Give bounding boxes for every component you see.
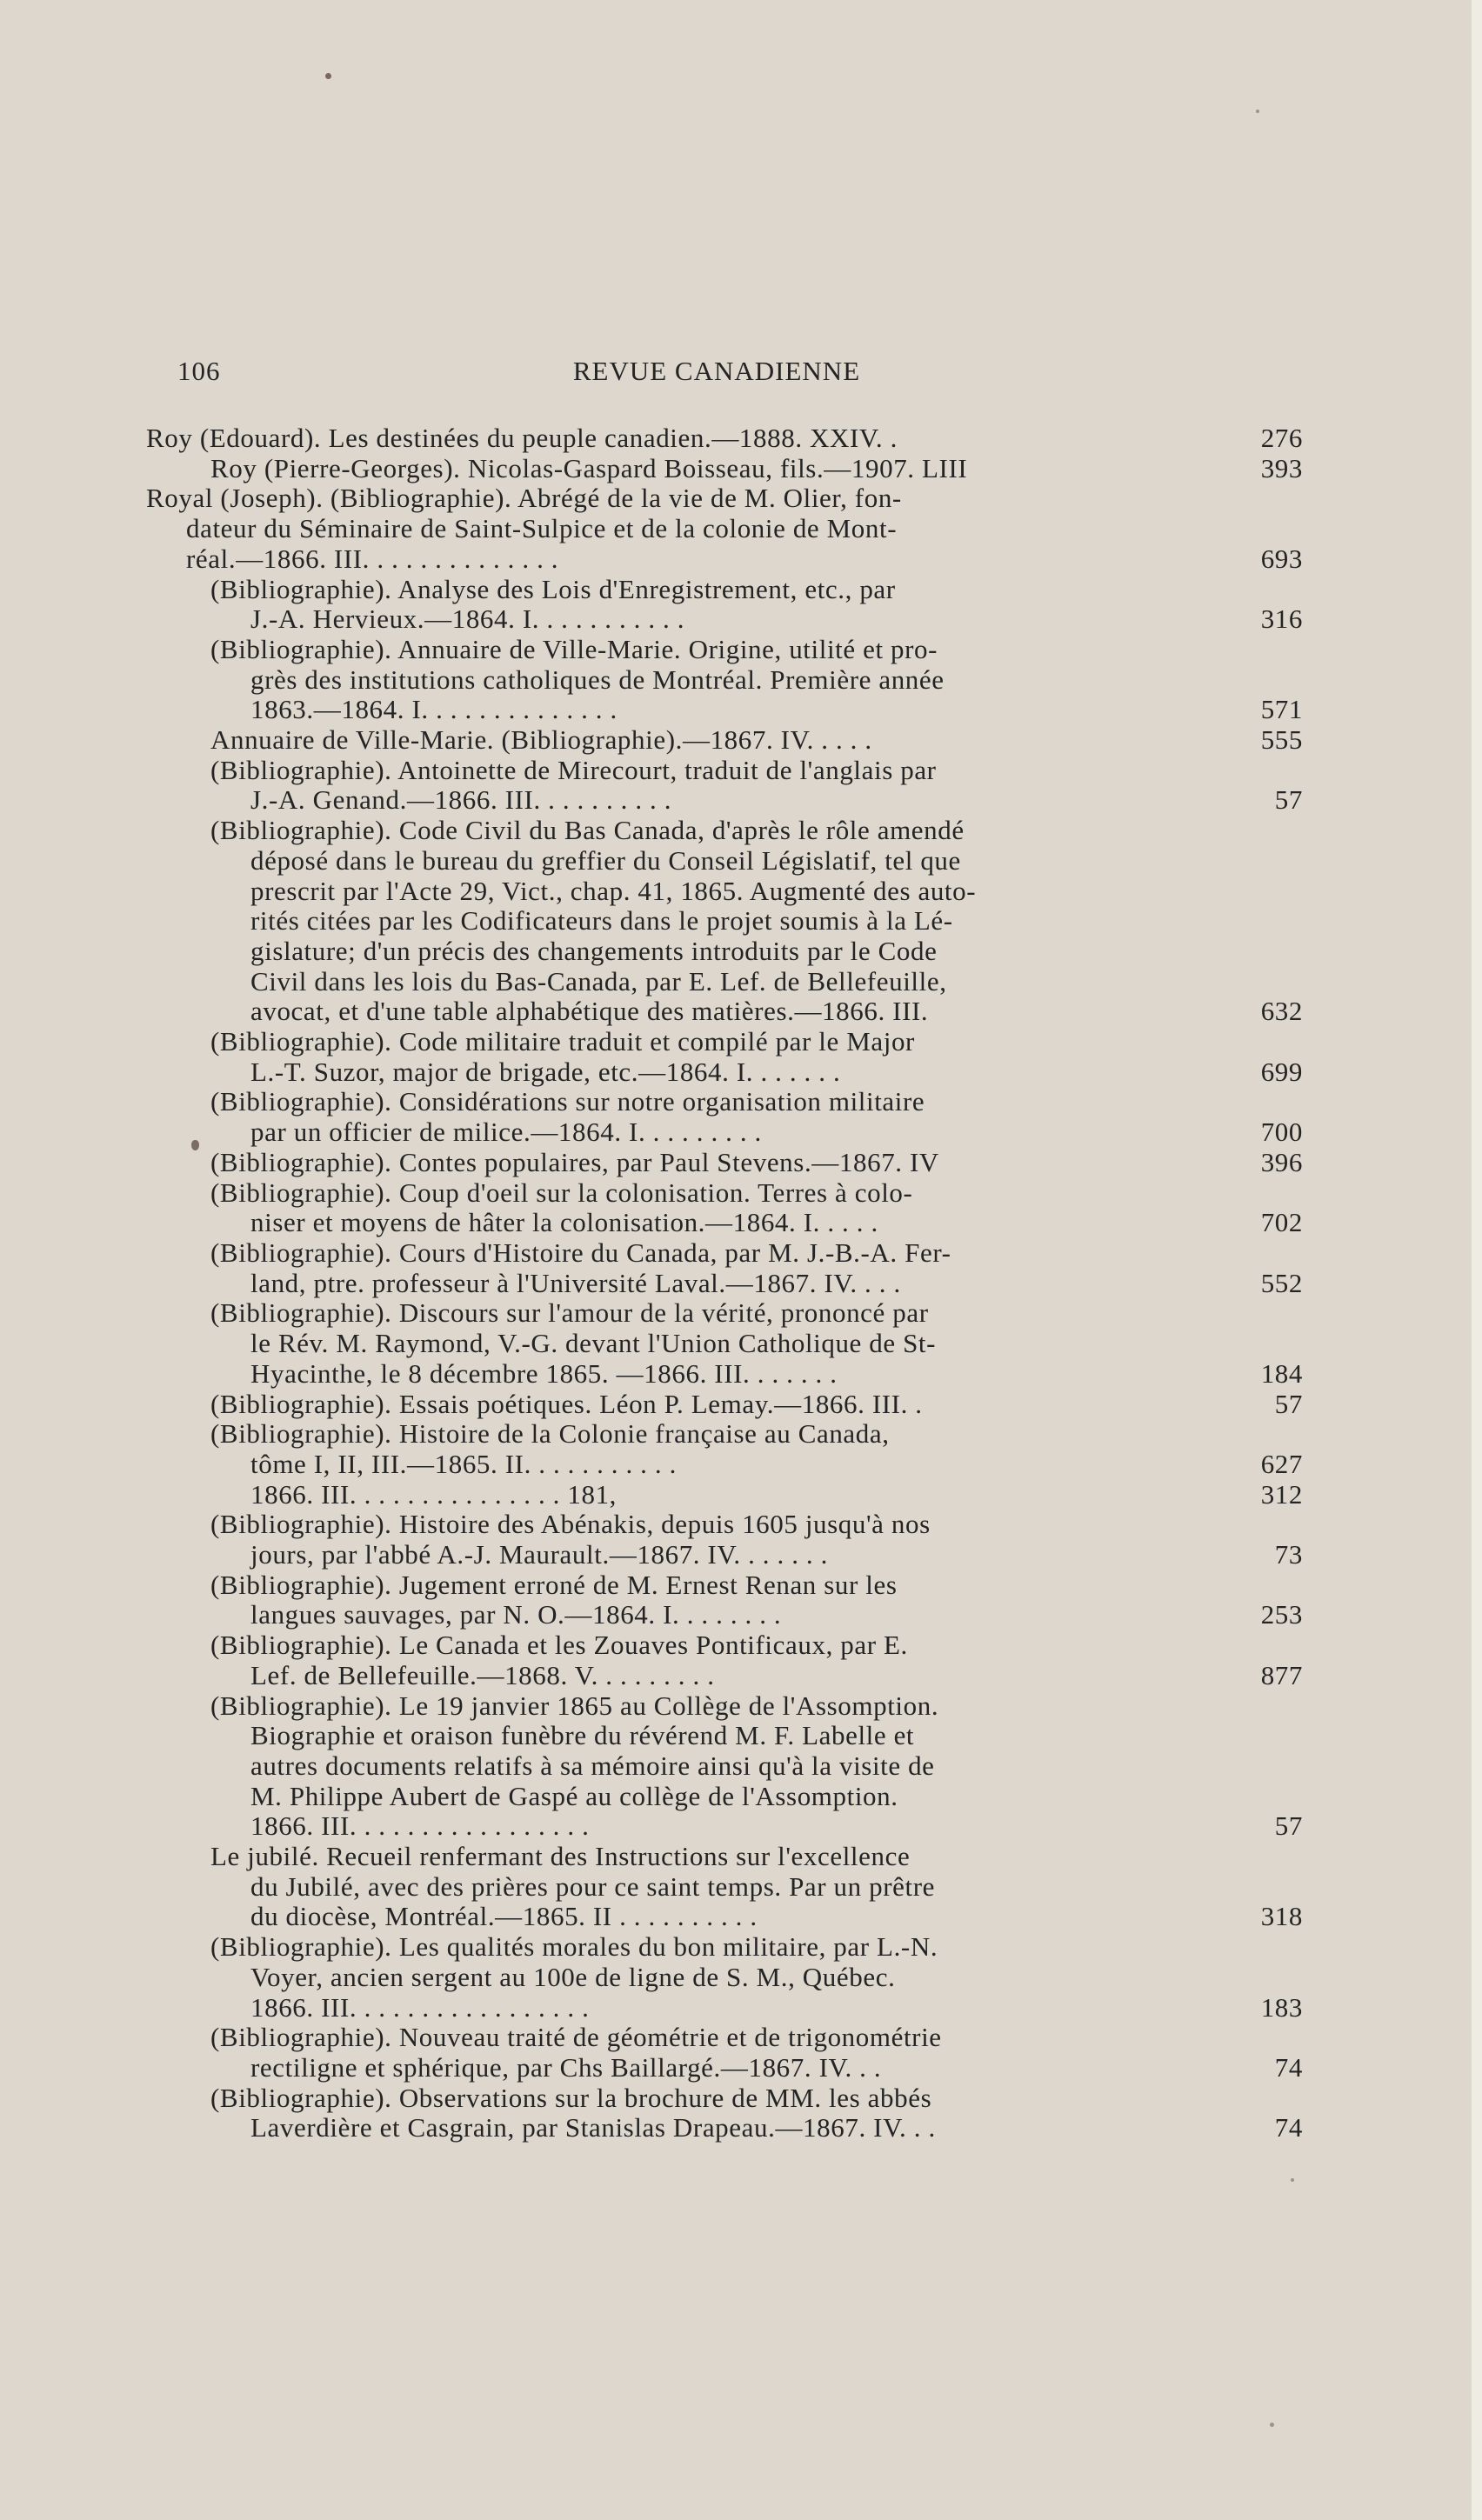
entry-page-number: 57 <box>1274 1388 1303 1419</box>
entry-text <box>146 635 1185 725</box>
entry-line: Annuaire de Ville-Marie. (Bibliographie).—1867. IV. . . . . <box>210 724 872 756</box>
entry-text <box>146 1630 1185 1690</box>
entry-text <box>146 1842 1185 1932</box>
entry-line: tôme I, II, III.—1865. II. . . . . . . . . . . <box>250 1448 677 1479</box>
entry-page-number: 74 <box>1274 2051 1303 2083</box>
index-entry <box>146 1298 1303 1389</box>
index-entry <box>146 454 1303 484</box>
entry-line: avocat, et d'une table alphabétique des matières.—1866. III. <box>250 996 929 1027</box>
entry-line: (Bibliographie). Histoire de la Colonie française au Canada, <box>210 1418 890 1450</box>
entry-page-number: 393 <box>1260 452 1303 483</box>
entry-page-number: 632 <box>1260 996 1303 1027</box>
entry-page-number: 312 <box>1260 1478 1303 1510</box>
index-entry <box>146 1480 1303 1510</box>
entry-line: Lef. de Bellefeuille.—1868. V. . . . . . . . . <box>250 1659 715 1690</box>
entry-line: niser et moyens de hâter la colonisation.—1864. I. . . . . <box>250 1207 878 1238</box>
entry-text <box>146 454 1185 484</box>
entry-line: (Bibliographie). Coup d'oeil sur la colonisation. Terres à colo- <box>210 1177 913 1208</box>
entry-line: langues sauvages, par N. O.—1864. I. . . . . . . . <box>250 1599 782 1630</box>
entry-line: Laverdière et Casgrain, par Stanislas Drapeau.—1867. IV. . . <box>250 2112 936 2143</box>
index-entry <box>146 1178 1303 1238</box>
entry-line: (Bibliographie). Jugement erroné de M. Ernest Renan sur les <box>210 1569 898 1600</box>
entry-page-number: 253 <box>1260 1599 1303 1630</box>
entry-page-number: 276 <box>1260 423 1303 453</box>
entry-page-number: 693 <box>1260 543 1303 574</box>
entry-text <box>146 725 1185 756</box>
entry-line: grès des institutions catholiques de Montréal. Première année <box>250 663 945 695</box>
index-entry <box>146 1630 1303 1690</box>
entry-line: Roy (Pierre-Georges). Nicolas-Gaspard Boisseau, fils.—1907. LIII <box>210 452 968 483</box>
entry-page-number: 316 <box>1260 603 1303 635</box>
entry-page-number: 699 <box>1260 1056 1303 1087</box>
entry-line: par un officier de milice.—1864. I. . . . . . . . . <box>250 1117 762 1148</box>
entry-line: Roy (Edouard). Les destinées du peuple canadien.—1888. XXIV. . <box>146 423 898 453</box>
entry-line: (Bibliographie). Les qualités morales du bon militaire, par L.-N. <box>210 1931 938 1963</box>
entry-line: du diocèse, Montréal.—1865. II . . . . . . . . . . <box>250 1901 758 1932</box>
index-entry <box>146 483 1303 574</box>
entry-page-number: 700 <box>1260 1117 1303 1148</box>
index-entry <box>146 1932 1303 2023</box>
entry-page-number: 73 <box>1274 1539 1303 1570</box>
page-number: 106 <box>177 356 221 386</box>
entry-text <box>146 1027 1185 1087</box>
entry-line: gislature; d'un précis des changements introduits par le Code <box>250 935 938 966</box>
entry-text <box>146 1390 1185 1420</box>
entry-line: déposé dans le bureau du greffier du Conseil Législatif, tel que <box>250 844 961 876</box>
running-title: REVUE CANADIENNE <box>572 356 861 386</box>
entry-page-number: 184 <box>1260 1357 1303 1389</box>
entry-text <box>146 423 1185 454</box>
entry-line: Biographie et oraison funèbre du révérend M. F. Labelle et <box>250 1720 915 1751</box>
index-entry <box>146 635 1303 725</box>
index-entry <box>146 1419 1303 1479</box>
entry-text <box>146 2023 1185 2083</box>
entry-line: du Jubilé, avec des prières pour ce saint temps. Par un prêtre <box>250 1870 935 1902</box>
entry-line: Civil dans les lois du Bas-Canada, par E. Lef. de Bellefeuille, <box>250 965 947 997</box>
entry-line: M. Philippe Aubert de Gaspé au collège de l'Assomption. <box>250 1780 898 1811</box>
entry-text <box>146 1238 1185 1298</box>
index-entry <box>146 1148 1303 1178</box>
entry-text <box>146 1691 1185 1843</box>
entry-line: land, ptre. professeur à l'Université Laval.—1867. IV. . . . <box>250 1267 901 1298</box>
entry-line: (Bibliographie). Analyse des Lois d'Enregistrement, etc., par <box>210 573 896 604</box>
entry-page-number: 555 <box>1260 724 1303 756</box>
entry-text <box>146 1087 1185 1147</box>
entry-text <box>146 1178 1185 1238</box>
entry-line: (Bibliographie). Discours sur l'amour de la vérité, prononcé par <box>210 1297 929 1329</box>
index-entry <box>146 1570 1303 1630</box>
entry-page-number: 74 <box>1274 2112 1303 2143</box>
entry-page-number: 57 <box>1274 1810 1303 1842</box>
entry-text <box>146 756 1185 816</box>
entry-line: rités citées par les Codificateurs dans le projet soumis à la Lé- <box>250 905 953 937</box>
entry-line: J.-A. Hervieux.—1864. I. . . . . . . . . . . <box>250 603 685 635</box>
entry-line: (Bibliographie). Nouveau traité de géométrie et de trigonométrie <box>210 2022 942 2053</box>
paper-speck <box>1256 110 1259 113</box>
entry-page-number: 571 <box>1260 694 1303 725</box>
entry-page-number: 702 <box>1260 1207 1303 1238</box>
entry-line: réal.—1866. III. . . . . . . . . . . . . . <box>186 543 559 574</box>
entry-line: 1866. III. . . . . . . . . . . . . . . . . <box>250 1810 590 1842</box>
entry-text <box>146 1932 1185 2023</box>
entry-line: (Bibliographie). Le Canada et les Zouaves Pontificaux, par E. <box>210 1630 908 1661</box>
index-entry <box>146 725 1303 756</box>
entry-line: L.-T. Suzor, major de brigade, etc.—1864. I. . . . . . . <box>250 1056 841 1087</box>
entry-line: (Bibliographie). Essais poétiques. Léon P. Lemay.—1866. III. . <box>210 1388 923 1419</box>
index-entry <box>146 1842 1303 1932</box>
entry-line: Royal (Joseph). (Bibliographie). Abrégé de la vie de M. Olier, fon- <box>146 483 902 514</box>
entry-page-number: 877 <box>1260 1659 1303 1690</box>
index-entry <box>146 816 1303 1027</box>
entry-text <box>146 1298 1185 1389</box>
entry-text <box>146 483 1185 574</box>
index-entry <box>146 1087 1303 1147</box>
entry-line: J.-A. Genand.—1866. III. . . . . . . . . . <box>250 784 672 816</box>
entry-line: 1863.—1864. I. . . . . . . . . . . . . . <box>250 694 618 725</box>
entry-line: 1866. III. . . . . . . . . . . . . . . 181, <box>250 1478 618 1510</box>
index-entries <box>146 423 1303 2143</box>
entry-line: (Bibliographie). Cours d'Histoire du Canada, par M. J.-B.-A. Fer- <box>210 1237 951 1268</box>
entry-line: (Bibliographie). Histoire des Abénakis, depuis 1605 jusqu'à nos <box>210 1509 931 1540</box>
paper-speck <box>1291 2178 1294 2182</box>
entry-page-number: 318 <box>1260 1901 1303 1932</box>
entry-text <box>146 816 1185 1027</box>
index-entry <box>146 756 1303 816</box>
entry-line: (Bibliographie). Code Civil du Bas Canada, d'après le rôle amendé <box>210 815 965 846</box>
entry-line: (Bibliographie). Code militaire traduit et compilé par le Major <box>210 1026 915 1057</box>
entry-page-number: 396 <box>1260 1146 1303 1177</box>
entry-page-number: 627 <box>1260 1448 1303 1479</box>
entry-line: le Rév. M. Raymond, V.-G. devant l'Union Catholique de St- <box>250 1328 937 1359</box>
entry-line: rectiligne et sphérique, par Chs Baillargé.—1867. IV. . . <box>250 2051 882 2083</box>
page-header <box>177 356 1256 392</box>
index-entry <box>146 1238 1303 1298</box>
index-entry <box>146 1691 1303 1843</box>
entry-text <box>146 1570 1185 1630</box>
entry-text <box>146 1148 1185 1178</box>
index-entry <box>146 2083 1303 2143</box>
entry-line: Voyer, ancien sergent au 100e de ligne de S. M., Québec. <box>250 1961 896 1992</box>
index-entry <box>146 423 1303 454</box>
entry-line: (Bibliographie). Annuaire de Ville-Marie. Origine, utilité et pro- <box>210 633 938 664</box>
entry-line: 1866. III. . . . . . . . . . . . . . . . . <box>250 1991 590 2023</box>
index-entry <box>146 2023 1303 2083</box>
entry-text <box>146 2083 1185 2143</box>
entry-text <box>146 1510 1185 1570</box>
index-entry <box>146 1510 1303 1570</box>
entry-line: (Bibliographie). Contes populaires, par Paul Stevens.—1867. IV <box>210 1146 939 1177</box>
entry-line: jours, par l'abbé A.-J. Maurault.—1867. IV. . . . . . . <box>250 1539 828 1570</box>
entry-line: Le jubilé. Recueil renfermant des Instructions sur l'excellence <box>210 1841 911 1872</box>
paper-speck <box>1270 2423 1274 2427</box>
index-entry <box>146 575 1303 635</box>
index-entry <box>146 1027 1303 1087</box>
entry-page-number: 183 <box>1260 1991 1303 2023</box>
index-entry <box>146 1390 1303 1420</box>
entry-page-number: 552 <box>1260 1267 1303 1298</box>
entry-line: (Bibliographie). Le 19 janvier 1865 au Collège de l'Assomption. <box>210 1690 939 1721</box>
paper-speck <box>325 73 331 79</box>
entry-text <box>146 1480 1185 1510</box>
entry-line: (Bibliographie). Antoinette de Mirecourt, traduit de l'anglais par <box>210 754 937 785</box>
entry-text <box>146 575 1185 635</box>
entry-line: autres documents relatifs à sa mémoire ainsi qu'à la visite de <box>250 1750 935 1781</box>
entry-line: dateur du Séminaire de Saint-Sulpice et de la colonie de Mont- <box>186 513 898 544</box>
entry-line: (Bibliographie). Considérations sur notre organisation militaire <box>210 1086 925 1117</box>
entry-line: prescrit par l'Acte 29, Vict., chap. 41, 1865. Augmenté des auto- <box>250 875 977 906</box>
entry-text <box>146 1419 1185 1479</box>
entry-line: Hyacinthe, le 8 décembre 1865. —1866. III. . . . . . . <box>250 1357 838 1389</box>
entry-page-number: 57 <box>1274 784 1303 816</box>
entry-line: (Bibliographie). Observations sur la brochure de MM. les abbés <box>210 2082 932 2113</box>
